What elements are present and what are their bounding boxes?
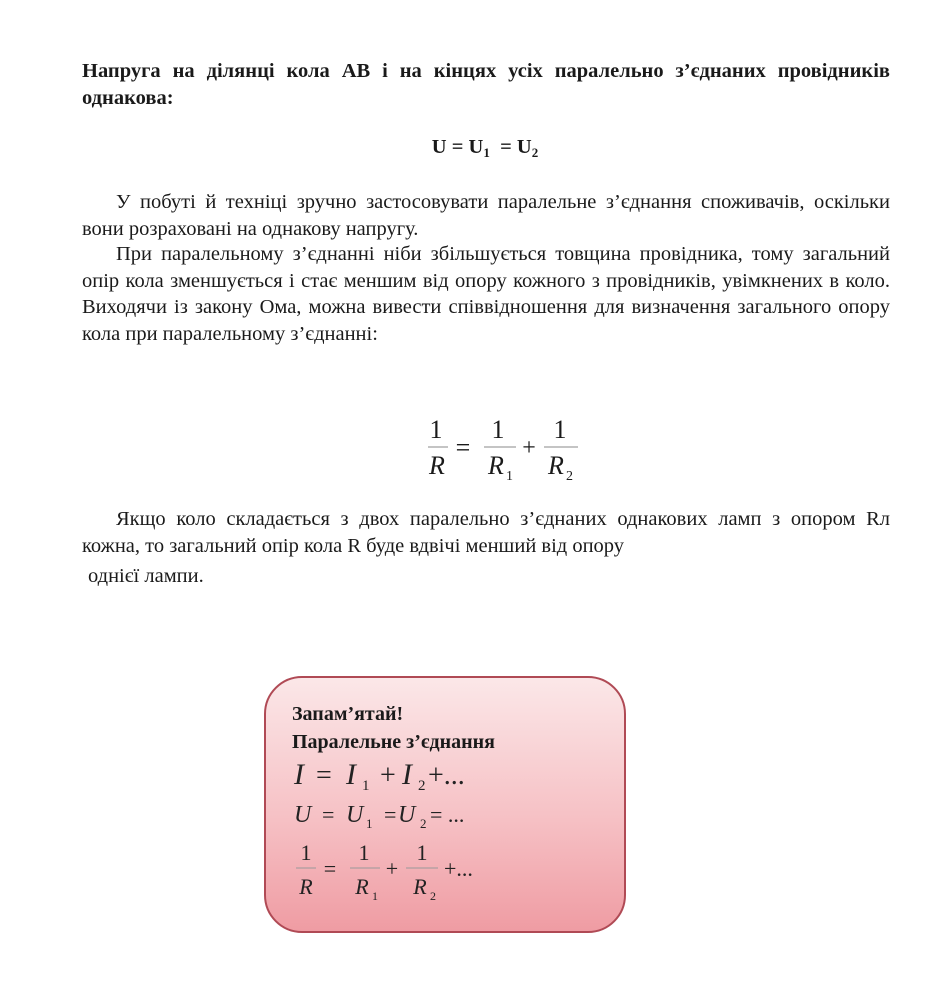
formula-subscript: 1 [506,469,513,484]
remember-box [264,676,626,933]
resistance-formula-box [296,840,473,903]
formula-symbol: U [431,136,447,158]
formula-equals: = [316,760,332,791]
remember-subtitle: Паралельне з’єднання [292,731,495,753]
formula-denominator: R [429,451,445,480]
formula-symbol: I [402,758,412,791]
voltage-formula-box [294,802,464,831]
paragraph-1-text: У побуті й техніці зручно застосовувати паралельне з’єднання споживачів, оскільки вони розраховані на однакову напругу. [82,191,890,240]
formula-symbol: I [346,758,356,791]
formula-subscript: 1 [362,778,370,794]
formula-subscript: 1 [366,816,373,831]
heading: Напруга на ділянці кола АВ і на кінцях усіх паралельно з’єднаних провідників однакова: [82,60,890,109]
formula-tail: +... [428,760,465,791]
formula-symbol: U [346,802,364,828]
formula-equals: = [451,136,464,158]
paragraph-2-text: При паралельному з’єднанні ніби збільшується товщина провідника, тому загальний опір кола зменшується і стає меншим від опору кожного з провідників, увімкнених в коло. Виходячи із закону Ома, можна вивести співвідношення для визначення загального опору кола при паралельному з’єднанні: [82,243,890,345]
formula-plus: + [380,760,396,791]
formula-symbol: U [294,802,312,828]
formula-numerator: 1 [491,415,505,444]
formula-subscript: 2 [420,816,427,831]
formula-subscript: 1 [483,145,490,160]
formula-subscript: 2 [531,145,539,160]
formula-symbol: U [516,136,532,158]
formula-numerator: 1 [416,840,428,865]
formula-subscript: 2 [430,889,436,903]
paragraph-3-tail: однієї лампи. [88,565,204,587]
formula-plus: + [522,435,536,461]
formula-denominator: R [299,874,313,899]
formula-symbol: U [398,802,416,828]
current-formula [293,758,465,794]
remember-formulas [292,756,592,906]
paragraph-3 [82,506,890,559]
formula-tail: +... [444,856,473,881]
paragraph-2 [82,241,890,347]
formula-denominator: R [488,451,504,480]
formula-numerator: 1 [300,840,312,865]
resistance-formula [428,412,588,490]
formula-subscript: 2 [418,778,426,794]
formula-denominator: R [413,874,427,899]
paragraph-1 [82,189,890,242]
formula-equals: = [455,433,471,462]
formula-plus: + [385,856,399,881]
formula-symbol: I [294,758,304,791]
formula-denominator: R [548,451,564,480]
formula-numerator: 1 [553,415,567,444]
voltage-formula [0,136,940,161]
formula-equals: = [500,136,512,158]
formula-subscript: 1 [372,889,378,903]
formula-equals: = [322,802,335,827]
formula-equals: = [384,802,397,827]
remember-box-heading [292,700,495,756]
formula-numerator: 1 [358,840,370,865]
formula-subscript: 2 [566,469,573,484]
formula-denominator: R [355,874,369,899]
remember-title: Запам’ятай! [292,703,404,725]
paragraph-3-text: Якщо коло складається з двох паралельно з’єднаних однакових ламп з опором Rл кожна, то загальний опір кола R буде вдвічі менший від опору [82,508,890,557]
formula-equals: = [323,856,337,881]
formula-symbol: U [468,136,484,158]
formula-numerator: 1 [429,415,443,444]
formula-tail: = ... [430,802,465,827]
